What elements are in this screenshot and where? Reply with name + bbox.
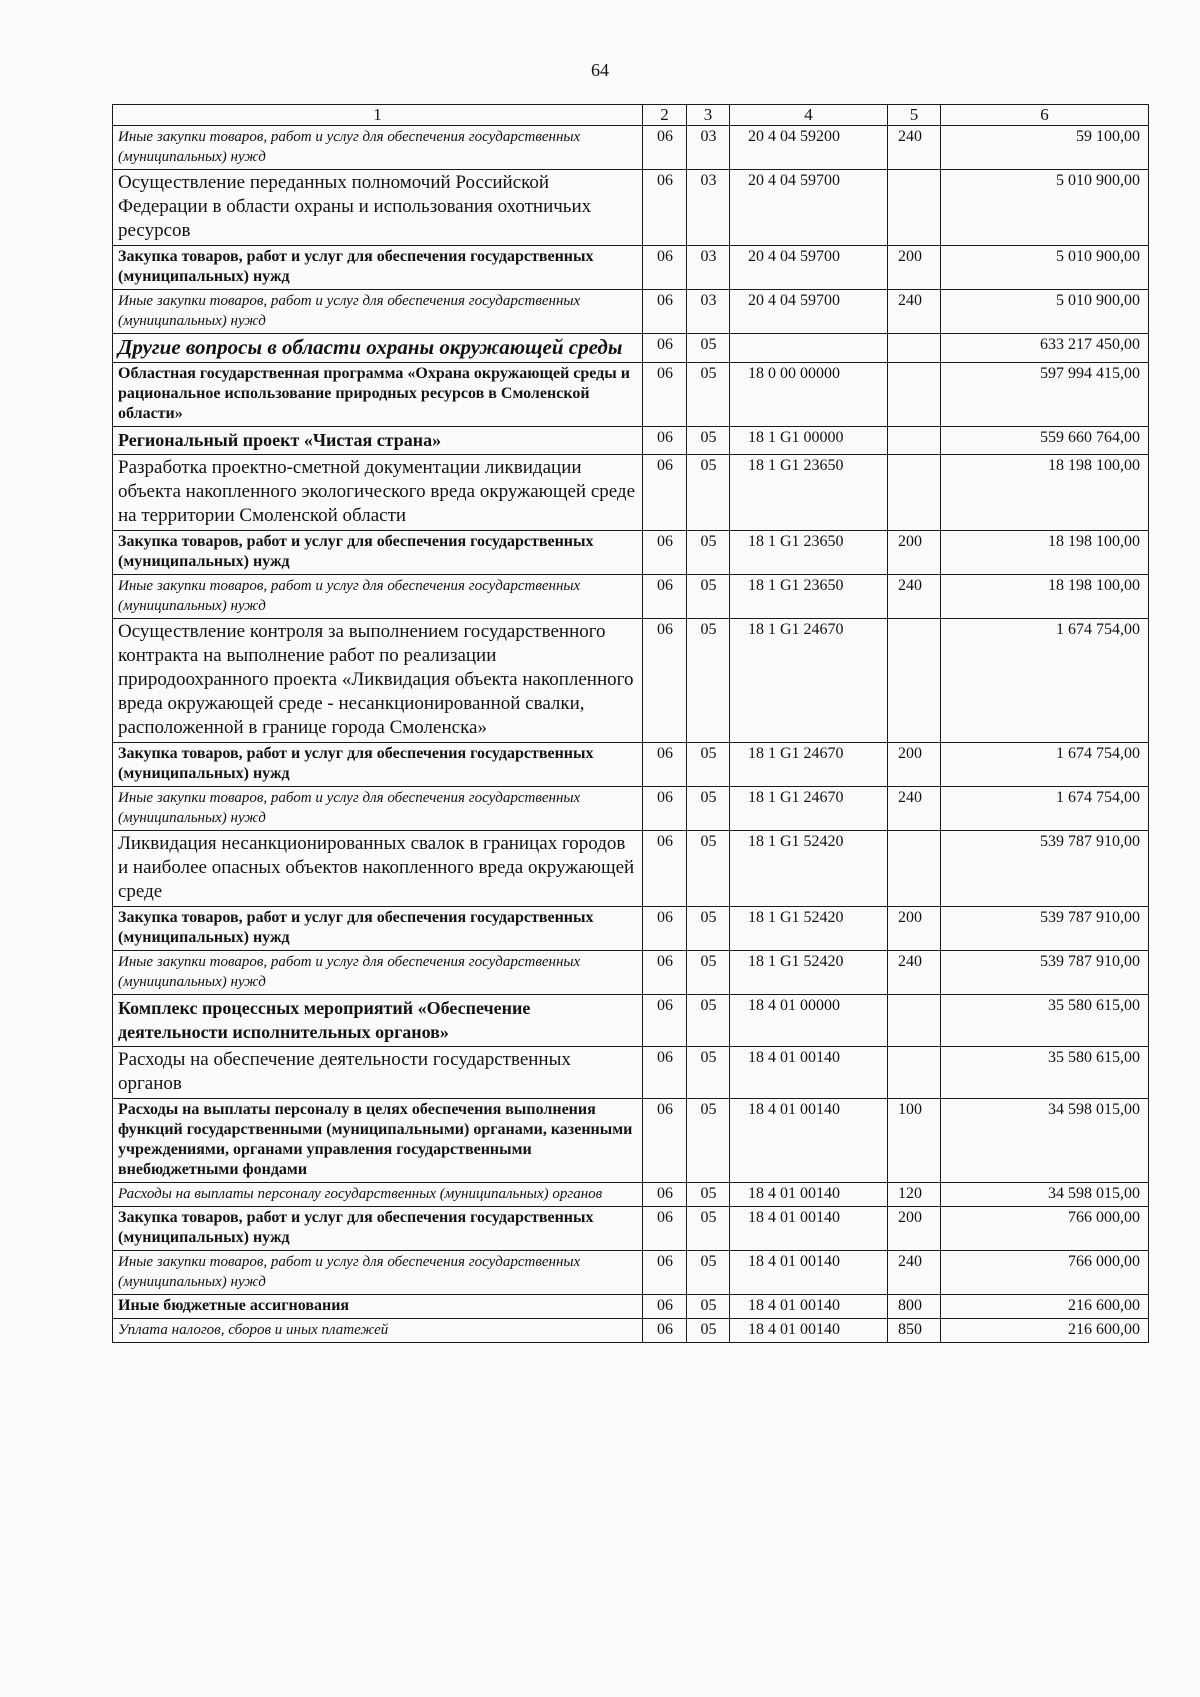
table-row [113, 1183, 1149, 1207]
row-target-article-cell: 18 1 G1 24670 [730, 787, 888, 831]
row-expense-type-cell: 120 [888, 1183, 941, 1207]
row-subsection-cell: 05 [687, 531, 730, 575]
budget-table [112, 104, 1149, 1343]
row-subsection-cell: 05 [687, 575, 730, 619]
row-subsection-cell: 05 [687, 1099, 730, 1183]
row-section-cell: 06 [643, 363, 687, 427]
row-target-article-cell: 18 1 G1 23650 [730, 575, 888, 619]
header-col-5: 5 [888, 105, 941, 126]
row-expense-type-cell [888, 334, 941, 363]
row-target-article-cell: 18 1 G1 52420 [730, 951, 888, 995]
header-col-1: 1 [113, 105, 643, 126]
table-row [113, 743, 1149, 787]
row-subsection-cell: 05 [687, 907, 730, 951]
budget-table-container [112, 104, 1148, 1343]
table-row [113, 619, 1149, 743]
row-target-article-cell: 20 4 04 59700 [730, 246, 888, 290]
row-name-cell: Закупка товаров, работ и услуг для обеспечения государственных (муниципальных) нужд [113, 246, 643, 290]
row-section-cell: 06 [643, 531, 687, 575]
row-subsection-cell: 03 [687, 290, 730, 334]
row-amount-cell: 1 674 754,00 [941, 787, 1149, 831]
row-amount-cell: 633 217 450,00 [941, 334, 1149, 363]
row-amount-cell: 18 198 100,00 [941, 531, 1149, 575]
row-subsection-cell: 05 [687, 334, 730, 363]
row-target-article-cell: 18 4 01 00140 [730, 1251, 888, 1295]
table-row [113, 831, 1149, 907]
row-subsection-cell: 05 [687, 787, 730, 831]
row-amount-cell: 559 660 764,00 [941, 427, 1149, 455]
row-amount-cell: 59 100,00 [941, 126, 1149, 170]
row-subsection-cell: 05 [687, 1319, 730, 1343]
row-amount-cell: 539 787 910,00 [941, 907, 1149, 951]
row-target-article-cell: 18 1 G1 52420 [730, 831, 888, 907]
row-name-cell: Региональный проект «Чистая страна» [113, 427, 643, 455]
row-amount-cell: 597 994 415,00 [941, 363, 1149, 427]
row-amount-cell: 216 600,00 [941, 1319, 1149, 1343]
row-section-cell: 06 [643, 575, 687, 619]
header-col-2: 2 [643, 105, 687, 126]
row-expense-type-cell: 200 [888, 1207, 941, 1251]
row-section-cell: 06 [643, 619, 687, 743]
row-target-article-cell: 18 1 G1 24670 [730, 743, 888, 787]
row-name-cell: Комплекс процессных мероприятий «Обеспечение деятельности исполнительных органов» [113, 995, 643, 1047]
row-target-article-cell: 18 1 G1 24670 [730, 619, 888, 743]
row-amount-cell: 5 010 900,00 [941, 290, 1149, 334]
row-name-cell: Осуществление контроля за выполнением государственного контракта на выполнение работ по реализации природоохранного проекта «Ликвидация объекта накопленного вреда окружающей среде - несанкционированной свалки, расположенной в границе города Смоленска» [113, 619, 643, 743]
table-row [113, 334, 1149, 363]
row-section-cell: 06 [643, 907, 687, 951]
table-row [113, 170, 1149, 246]
row-subsection-cell: 05 [687, 831, 730, 907]
row-expense-type-cell [888, 1047, 941, 1099]
row-expense-type-cell: 240 [888, 575, 941, 619]
table-header [113, 105, 1149, 126]
row-subsection-cell: 05 [687, 1207, 730, 1251]
row-expense-type-cell [888, 427, 941, 455]
row-amount-cell: 34 598 015,00 [941, 1183, 1149, 1207]
table-row [113, 1319, 1149, 1343]
row-name-cell: Расходы на выплаты персоналу в целях обеспечения выполнения функций государственными (муниципальными) органами, казенными учреждениями, органами управления государственными внебюджетными фондами [113, 1099, 643, 1183]
header-col-6: 6 [941, 105, 1149, 126]
row-amount-cell: 35 580 615,00 [941, 995, 1149, 1047]
row-subsection-cell: 05 [687, 743, 730, 787]
table-row [113, 290, 1149, 334]
row-name-cell: Ликвидация несанкционированных свалок в границах городов и наиболее опасных объектов накопленного вреда окружающей среде [113, 831, 643, 907]
row-subsection-cell: 05 [687, 427, 730, 455]
row-section-cell: 06 [643, 1251, 687, 1295]
row-subsection-cell: 03 [687, 246, 730, 290]
row-section-cell: 06 [643, 1295, 687, 1319]
row-section-cell: 06 [643, 1183, 687, 1207]
row-section-cell: 06 [643, 170, 687, 246]
row-name-cell: Другие вопросы в области охраны окружающей среды [113, 334, 643, 363]
row-amount-cell: 18 198 100,00 [941, 455, 1149, 531]
table-row [113, 531, 1149, 575]
row-section-cell: 06 [643, 334, 687, 363]
row-name-cell: Иные закупки товаров, работ и услуг для обеспечения государственных (муниципальных) нужд [113, 787, 643, 831]
table-row [113, 995, 1149, 1047]
page-number: 64 [591, 60, 609, 80]
row-section-cell: 06 [643, 455, 687, 531]
row-target-article-cell [730, 334, 888, 363]
row-subsection-cell: 05 [687, 1047, 730, 1099]
row-amount-cell: 35 580 615,00 [941, 1047, 1149, 1099]
table-row [113, 1047, 1149, 1099]
row-target-article-cell: 18 4 01 00140 [730, 1295, 888, 1319]
row-target-article-cell: 18 1 G1 00000 [730, 427, 888, 455]
row-name-cell: Закупка товаров, работ и услуг для обеспечения государственных (муниципальных) нужд [113, 531, 643, 575]
row-target-article-cell: 18 4 01 00140 [730, 1319, 888, 1343]
row-name-cell: Расходы на выплаты персоналу государственных (муниципальных) органов [113, 1183, 643, 1207]
row-expense-type-cell: 200 [888, 907, 941, 951]
row-name-cell: Областная государственная программа «Охрана окружающей среды и рациональное использование природных ресурсов в Смоленской области» [113, 363, 643, 427]
row-section-cell: 06 [643, 743, 687, 787]
row-target-article-cell: 20 4 04 59700 [730, 290, 888, 334]
row-target-article-cell: 20 4 04 59700 [730, 170, 888, 246]
row-target-article-cell: 18 1 G1 23650 [730, 531, 888, 575]
row-target-article-cell: 18 4 01 00000 [730, 995, 888, 1047]
table-row [113, 951, 1149, 995]
row-target-article-cell: 18 4 01 00140 [730, 1183, 888, 1207]
row-section-cell: 06 [643, 1207, 687, 1251]
row-amount-cell: 18 198 100,00 [941, 575, 1149, 619]
row-name-cell: Иные закупки товаров, работ и услуг для обеспечения государственных (муниципальных) нужд [113, 575, 643, 619]
row-expense-type-cell: 200 [888, 531, 941, 575]
row-section-cell: 06 [643, 831, 687, 907]
row-expense-type-cell: 200 [888, 246, 941, 290]
row-section-cell: 06 [643, 290, 687, 334]
row-section-cell: 06 [643, 427, 687, 455]
row-expense-type-cell [888, 170, 941, 246]
table-row [113, 575, 1149, 619]
row-section-cell: 06 [643, 1047, 687, 1099]
row-target-article-cell: 20 4 04 59200 [730, 126, 888, 170]
row-section-cell: 06 [643, 787, 687, 831]
row-expense-type-cell: 200 [888, 743, 941, 787]
table-row [113, 1099, 1149, 1183]
row-target-article-cell: 18 1 G1 52420 [730, 907, 888, 951]
row-section-cell: 06 [643, 1319, 687, 1343]
row-amount-cell: 5 010 900,00 [941, 246, 1149, 290]
row-expense-type-cell: 800 [888, 1295, 941, 1319]
row-expense-type-cell: 850 [888, 1319, 941, 1343]
row-subsection-cell: 05 [687, 455, 730, 531]
row-expense-type-cell [888, 619, 941, 743]
row-target-article-cell: 18 4 01 00140 [730, 1047, 888, 1099]
row-name-cell: Закупка товаров, работ и услуг для обеспечения государственных (муниципальных) нужд [113, 907, 643, 951]
table-row [113, 907, 1149, 951]
row-target-article-cell: 18 0 00 00000 [730, 363, 888, 427]
row-section-cell: 06 [643, 951, 687, 995]
row-name-cell: Иные закупки товаров, работ и услуг для обеспечения государственных (муниципальных) нужд [113, 290, 643, 334]
row-amount-cell: 5 010 900,00 [941, 170, 1149, 246]
row-section-cell: 06 [643, 126, 687, 170]
row-subsection-cell: 05 [687, 1183, 730, 1207]
row-name-cell: Закупка товаров, работ и услуг для обеспечения государственных (муниципальных) нужд [113, 743, 643, 787]
row-expense-type-cell: 240 [888, 787, 941, 831]
table-row [113, 1207, 1149, 1251]
row-amount-cell: 539 787 910,00 [941, 831, 1149, 907]
row-target-article-cell: 18 1 G1 23650 [730, 455, 888, 531]
row-expense-type-cell [888, 831, 941, 907]
table-row [113, 787, 1149, 831]
row-subsection-cell: 05 [687, 619, 730, 743]
table-row [113, 1295, 1149, 1319]
row-subsection-cell: 03 [687, 170, 730, 246]
table-body [113, 126, 1149, 1343]
row-subsection-cell: 05 [687, 1295, 730, 1319]
row-target-article-cell: 18 4 01 00140 [730, 1099, 888, 1183]
row-name-cell: Закупка товаров, работ и услуг для обеспечения государственных (муниципальных) нужд [113, 1207, 643, 1251]
header-col-4: 4 [730, 105, 888, 126]
row-amount-cell: 1 674 754,00 [941, 619, 1149, 743]
row-amount-cell: 766 000,00 [941, 1207, 1149, 1251]
row-expense-type-cell: 240 [888, 1251, 941, 1295]
row-name-cell: Разработка проектно-сметной документации ликвидации объекта накопленного экологического вреда окружающей среде на территории Смоленской области [113, 455, 643, 531]
row-subsection-cell: 05 [687, 1251, 730, 1295]
row-expense-type-cell: 100 [888, 1099, 941, 1183]
row-name-cell: Иные закупки товаров, работ и услуг для обеспечения государственных (муниципальных) нужд [113, 1251, 643, 1295]
table-row [113, 363, 1149, 427]
row-expense-type-cell: 240 [888, 126, 941, 170]
row-subsection-cell: 05 [687, 951, 730, 995]
row-section-cell: 06 [643, 1099, 687, 1183]
table-row [113, 1251, 1149, 1295]
row-name-cell: Иные закупки товаров, работ и услуг для обеспечения государственных (муниципальных) нужд [113, 951, 643, 995]
row-subsection-cell: 05 [687, 995, 730, 1047]
row-name-cell: Иные бюджетные ассигнования [113, 1295, 643, 1319]
row-subsection-cell: 03 [687, 126, 730, 170]
row-expense-type-cell: 240 [888, 951, 941, 995]
table-row [113, 246, 1149, 290]
row-subsection-cell: 05 [687, 363, 730, 427]
table-row [113, 126, 1149, 170]
row-amount-cell: 539 787 910,00 [941, 951, 1149, 995]
row-section-cell: 06 [643, 995, 687, 1047]
table-row [113, 455, 1149, 531]
row-expense-type-cell [888, 363, 941, 427]
row-section-cell: 06 [643, 246, 687, 290]
row-name-cell: Осуществление переданных полномочий Российской Федерации в области охраны и использования охотничьих ресурсов [113, 170, 643, 246]
header-row [113, 105, 1149, 126]
row-expense-type-cell [888, 995, 941, 1047]
row-name-cell: Иные закупки товаров, работ и услуг для обеспечения государственных (муниципальных) нужд [113, 126, 643, 170]
header-col-3: 3 [687, 105, 730, 126]
row-expense-type-cell [888, 455, 941, 531]
table-row [113, 427, 1149, 455]
row-target-article-cell: 18 4 01 00140 [730, 1207, 888, 1251]
row-amount-cell: 216 600,00 [941, 1295, 1149, 1319]
row-name-cell: Уплата налогов, сборов и иных платежей [113, 1319, 643, 1343]
row-amount-cell: 1 674 754,00 [941, 743, 1149, 787]
row-amount-cell: 766 000,00 [941, 1251, 1149, 1295]
row-name-cell: Расходы на обеспечение деятельности государственных органов [113, 1047, 643, 1099]
row-expense-type-cell: 240 [888, 290, 941, 334]
row-amount-cell: 34 598 015,00 [941, 1099, 1149, 1183]
